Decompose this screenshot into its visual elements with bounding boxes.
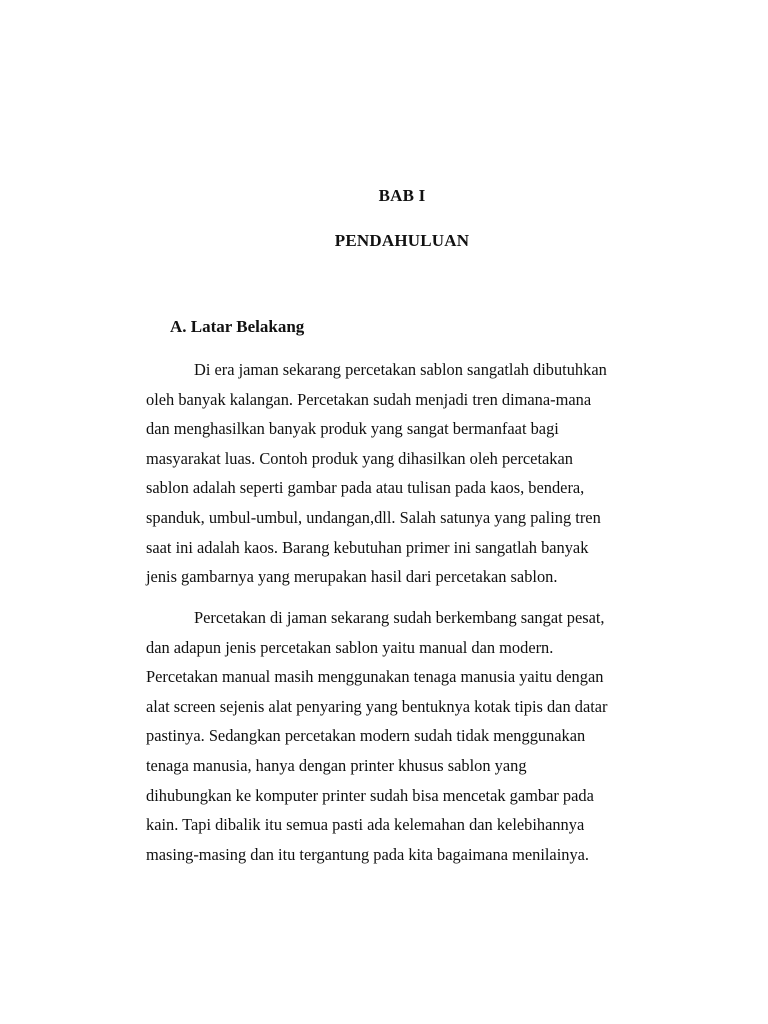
paragraph-line: saat ini adalah kaos. Barang kebutuhan primer ini sangatlah banyak	[146, 537, 589, 557]
paragraph-line: Di era jaman sekarang percetakan sablon sangatlah dibutuhkan	[194, 360, 607, 379]
paragraph-line: Percetakan di jaman sekarang sudah berkembang sangat pesat,	[194, 608, 605, 627]
section-heading: A. Latar Belakang	[170, 317, 305, 336]
paragraph-line: spanduk, umbul-umbul, undangan,dll. Salah satunya yang paling tren	[146, 507, 601, 527]
paragraph-line: masing-masing dan itu tergantung pada kita bagaimana menilainya.	[146, 844, 590, 864]
paragraph-line: dan adapun jenis percetakan sablon yaitu manual dan modern.	[146, 637, 554, 657]
paragraph-line: Percetakan manual masih menggunakan tenaga manusia yaitu dengan	[146, 667, 604, 687]
paragraph-line: jenis gambarnya yang merupakan hasil dari percetakan sablon.	[146, 567, 558, 587]
paragraph-line: dihubungkan ke komputer printer sudah bisa mencetak gambar pada	[146, 785, 594, 805]
paragraph-line: kain. Tapi dibalik itu semua pasti ada kelemahan dan kelebihannya	[146, 815, 585, 835]
paragraph-2	[146, 603, 658, 869]
chapter-title: PENDAHULUAN	[334, 231, 470, 250]
paragraph-1	[146, 355, 658, 592]
paragraph-line: oleh banyak kalangan. Percetakan sudah menjadi tren dimana-mana	[146, 389, 592, 409]
paragraph-line: tenaga manusia, hanya dengan printer khusus sablon yang	[146, 755, 527, 775]
paragraph-line: alat screen sejenis alat penyaring yang bentuknya kotak tipis dan datar	[146, 696, 608, 716]
chapter-number: BAB I	[378, 186, 426, 205]
paragraph-line: sablon adalah seperti gambar pada atau tulisan pada kaos, bendera,	[146, 478, 585, 498]
paragraph-line: dan menghasilkan banyak produk yang sangat bermanfaat bagi	[146, 419, 559, 439]
paragraph-line: pastinya. Sedangkan percetakan modern sudah tidak menggunakan	[146, 726, 586, 746]
paragraph-line: masyarakat luas. Contoh produk yang dihasilkan oleh percetakan	[146, 448, 573, 468]
